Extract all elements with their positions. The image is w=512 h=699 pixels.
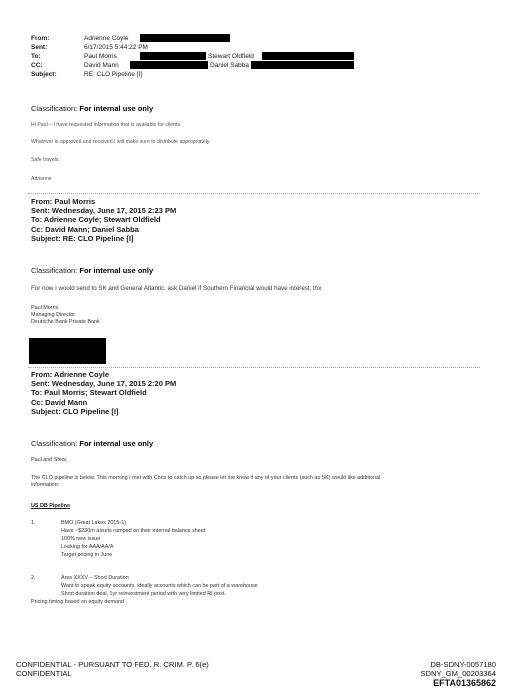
- sig-company: Deutsche Bank Private Bank: [31, 319, 100, 325]
- from-label: From:: [31, 35, 50, 42]
- fwd2-sent: Sent: Wednesday, June 17, 2015 2:20 PM: [31, 379, 177, 389]
- fwd2-header: [31, 370, 176, 416]
- sig-name: Paul Morris: [31, 305, 59, 311]
- cc-value-2: Daniel Sabba: [210, 62, 250, 69]
- footer-confidential-line1: CONFIDENTIAL - PURSUANT TO FED. R. CRIM. P. 6(e): [16, 660, 209, 669]
- item-title: Ares XXXV – Short Duration: [61, 575, 129, 581]
- footer-left: [16, 660, 209, 678]
- sent-label: Sent:: [31, 44, 48, 51]
- fwd2-subject: Subject: CLO Pipeline [I]: [31, 406, 119, 416]
- divider: [28, 193, 480, 194]
- msg1-line2: Whatever is approved and received I will make sure to distribute appropriately.: [31, 139, 211, 145]
- fwd2-to: To: Paul Morris; Stewart Oldfield: [31, 388, 147, 398]
- msg1-line1: Hi Paul – I have requested information that is available for clients.: [31, 122, 182, 128]
- cc-value: David Mann: [84, 62, 119, 69]
- to-label: To:: [31, 53, 41, 60]
- redaction-bar: [262, 52, 354, 60]
- item-bullet: Short duration deal, 1yr reinvestment period with very limited RI post.: [61, 591, 226, 597]
- footer-right: [420, 660, 496, 688]
- fwd1-signature: [31, 305, 100, 326]
- fwd1-body: For now I would send to SK and General Atlantic, ask Daniel if Southern Financial would have interest, thx: [31, 285, 322, 292]
- item-bullet: Looking for AAA/AA/A: [61, 544, 114, 550]
- fwd1-cc: Cc: David Mann; Daniel Sabba: [31, 224, 139, 234]
- redaction-bar: [130, 61, 208, 69]
- fwd1-subject: Subject: RE: CLO Pipeline [I]: [31, 233, 134, 243]
- bates-number-3: EFTA01365862: [433, 678, 496, 688]
- fwd2-greeting: Paul and Stew,: [31, 457, 67, 463]
- item-bullet: Target pricing in June: [61, 552, 113, 558]
- fwd1-from: From: Paul Morris: [31, 197, 96, 206]
- subject-value: RE: CLO Pipeline [I]: [84, 71, 143, 78]
- fwd2-from: From: Adrienne Coyle: [31, 370, 110, 379]
- classification-line: Classification: For internal use only: [31, 439, 154, 448]
- item-bullet: Have ~$230m assets ramped on their internal balance sheet: [61, 528, 206, 534]
- sent-value: 6/17/2015 5:44:22 PM: [84, 44, 148, 51]
- item-bullet: Want to speak equity accounts, ideally accounts which can be part of a warehouse: [61, 583, 258, 589]
- classification-value: For internal use only: [79, 104, 154, 113]
- redaction-bar: [140, 52, 206, 60]
- from-value: Adrienne Coyle: [84, 35, 129, 42]
- redaction-bar: [140, 34, 230, 42]
- classification-label: Classification:: [31, 104, 78, 113]
- subject-label: Subject:: [31, 71, 57, 78]
- fwd1-header: [31, 197, 176, 243]
- section-heading: US DB Pipeline: [31, 503, 70, 509]
- item-title: BMO (Great Lakes 2015-1): [61, 520, 127, 526]
- fwd2-intro: The CLO pipeline is below. This morning I met with Chris to catch up so please let me know if any of your clients (such as SK) would like additional information:: [31, 475, 381, 488]
- item-note: Pricing timing based on equity demand: [31, 599, 124, 605]
- fwd2-cc: Cc: David Mann: [31, 397, 88, 407]
- fwd1-to: To: Adrienne Coyle; Stewart Oldfield: [31, 215, 161, 225]
- msg1-line3: Safe travels,: [31, 157, 60, 163]
- to-value: Paul Morris: [84, 53, 117, 60]
- classification-line: Classification: For internal use only: [31, 266, 154, 275]
- fwd1-sent: Sent: Wednesday, June 17, 2015 2:23 PM: [31, 206, 177, 216]
- item-number: 2.: [31, 575, 36, 581]
- item-bullet: 100% new issue: [61, 536, 101, 542]
- footer-confidential-line2: CONFIDENTIAL: [16, 669, 72, 678]
- redaction-block: [29, 338, 106, 364]
- divider: [28, 367, 480, 368]
- email-header: [31, 34, 471, 84]
- cc-label: CC:: [31, 62, 43, 69]
- to-value-2: Stewart Oldfield: [208, 53, 254, 60]
- bates-number-1: DB-SDNY-0057180: [430, 660, 496, 669]
- classification-line: [31, 104, 153, 113]
- bates-number-2: SDNY_GM_00203364: [420, 669, 496, 678]
- msg1-signature: Adrienne: [31, 176, 52, 182]
- sig-title: Managing Director: [31, 312, 76, 318]
- redaction-bar: [251, 61, 354, 69]
- item-number: 1.: [31, 520, 36, 526]
